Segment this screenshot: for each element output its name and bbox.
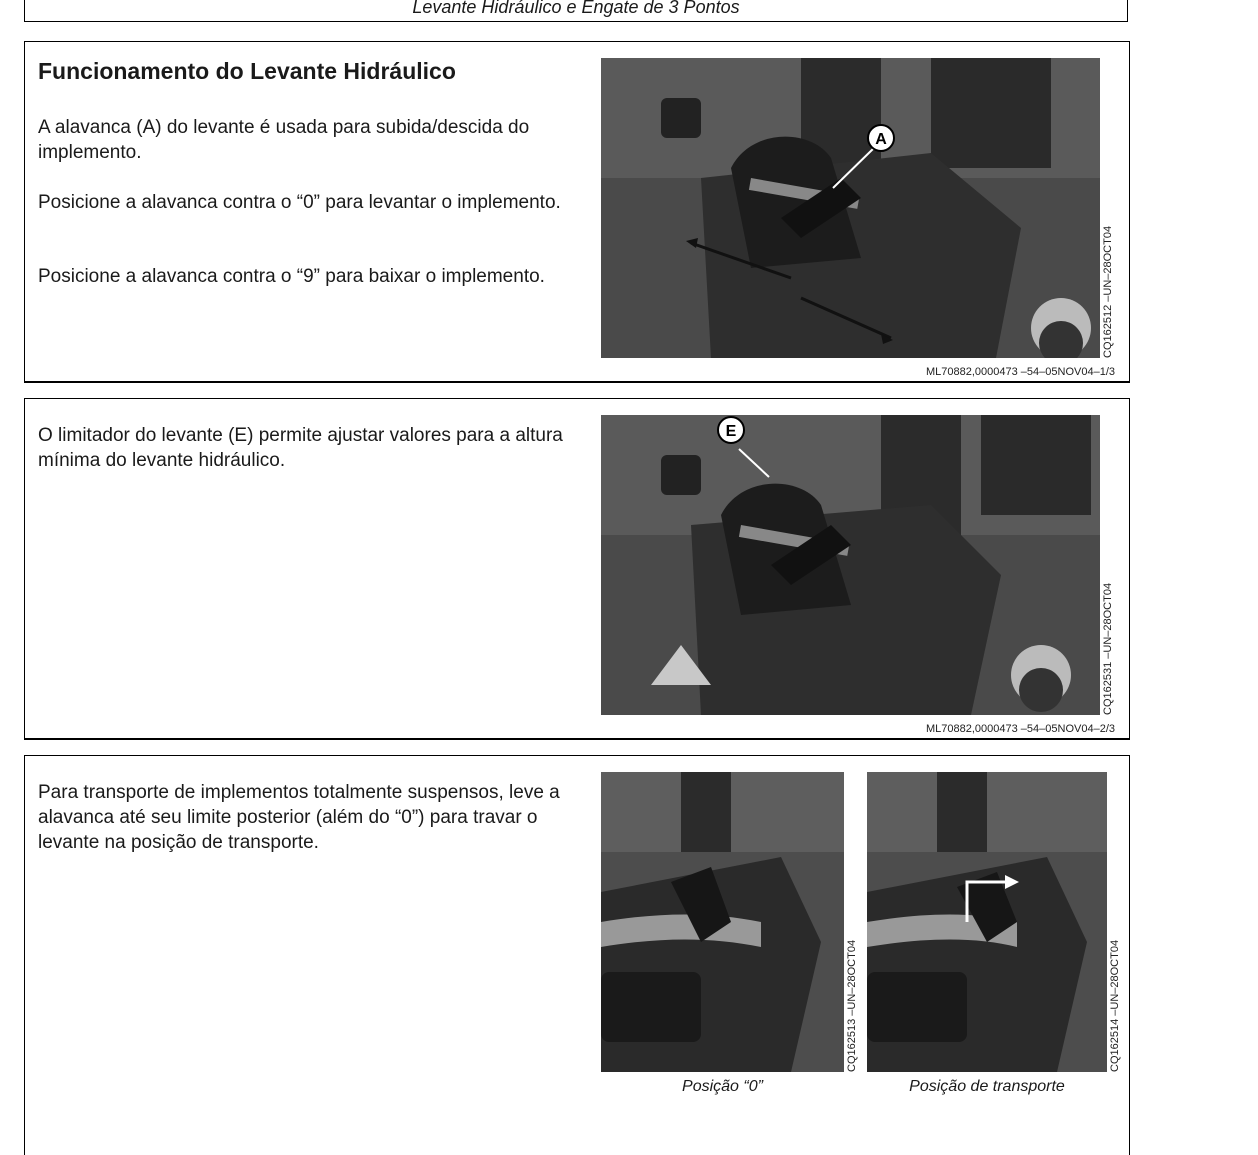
callout-A: A (875, 131, 887, 148)
section-lift-limiter (24, 398, 1130, 740)
section-transport-position (24, 755, 1130, 1155)
header-title: Levante Hidráulico e Engate de 3 Pontos (412, 0, 740, 17)
paragraph: A alavanca (A) do levante é usada para subida/descida do implemento. (38, 117, 530, 163)
paragraph: Posicione a alavanca contra o “9” para baixar o implemento. (38, 266, 545, 287)
image-code: CQ162514 –UN–28OCT04 (1109, 939, 1121, 1072)
transport-position-photo (867, 772, 1107, 1072)
section-title: Funcionamento do Levante Hidráulico (38, 58, 456, 84)
image-caption: Posição “0” (682, 1078, 763, 1095)
position-zero-photo (601, 772, 844, 1072)
image-caption: Posição de transporte (909, 1078, 1065, 1095)
reference-code: ML70882,0000473 –54–05NOV04–2/3 (926, 723, 1115, 735)
lift-limiter-photo (601, 415, 1100, 715)
reference-code: ML70882,0000473 –54–05NOV04–1/3 (926, 366, 1115, 378)
image-code: CQ162512 –UN–28OCT04 (1102, 225, 1114, 358)
image-code: CQ162513 –UN–28OCT04 (846, 939, 858, 1072)
lift-lever-photo (601, 58, 1100, 358)
paragraph: O limitador do levante (E) permite ajustar valores para a altura mínima do levante hidráulico. (38, 425, 563, 471)
paragraph: Para transporte de implementos totalmente suspensos, leve a alavanca até seu limite posterior (além do “0”) para travar o levante na posição de transporte. (38, 782, 560, 853)
section-hydraulic-lift-operation (24, 41, 1130, 383)
image-code: CQ162531 –UN–28OCT04 (1102, 582, 1114, 715)
page-header (24, 0, 1128, 22)
paragraph: Posicione a alavanca contra o “0” para levantar o implemento. (38, 192, 561, 213)
callout-E: E (725, 423, 737, 440)
